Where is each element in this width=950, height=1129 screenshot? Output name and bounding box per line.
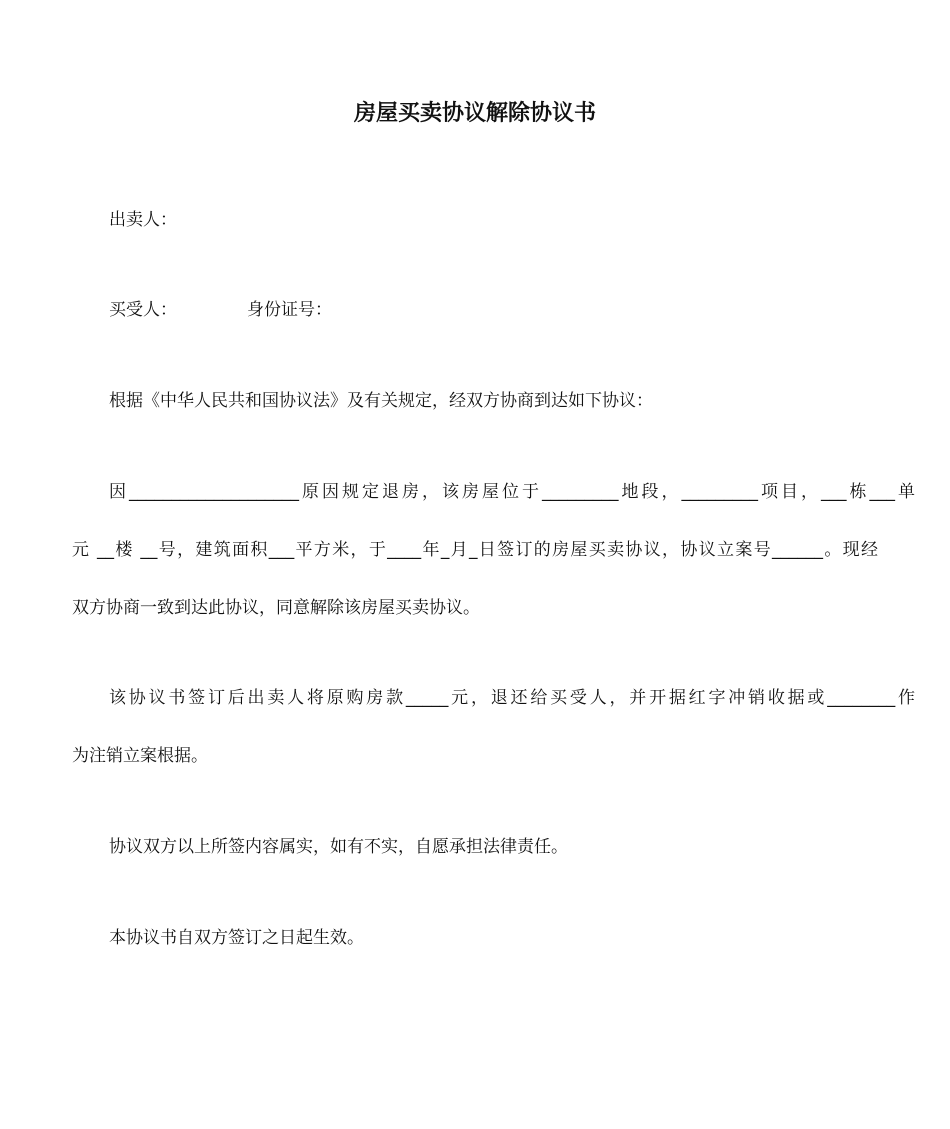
clause1-line2: 元 __楼 __号，建筑面积___平方米，于____年_月_日签订的房屋买卖协议，协议立案号______。现经: [72, 540, 878, 560]
buyer-line: [72, 298, 915, 322]
clause2-line2: 为注销立案根据。: [72, 746, 208, 766]
seller-label: 出卖人：: [109, 210, 177, 230]
clause4-paragraph: 本协议书自双方签订之日起生效。: [109, 928, 364, 948]
id-number-label: 身份证号：: [247, 300, 332, 320]
legal-basis-paragraph: 根据《中华人民共和国协议法》及有关规定，经双方协商到达如下协议：: [109, 391, 653, 411]
document-title: 房屋买卖协议解除协议书: [353, 101, 596, 126]
clause3-paragraph: 协议双方以上所签内容属实，如有不实，自愿承担法律责任。: [109, 837, 568, 857]
clause1-line1: 因____________________原因规定退房，该房屋位于_________地段，_________项目，___栋___单: [109, 482, 915, 502]
buyer-label: 买受人：: [109, 300, 177, 320]
clause2-line1: 该协议书签订后出卖人将原购房款_____元，退还给买受人，并开据红字冲销收据或________作: [109, 688, 915, 708]
clause1-line3: 双方协商一致到达此协议，同意解除该房屋买卖协议。: [72, 598, 480, 618]
seller-line: [72, 208, 915, 232]
